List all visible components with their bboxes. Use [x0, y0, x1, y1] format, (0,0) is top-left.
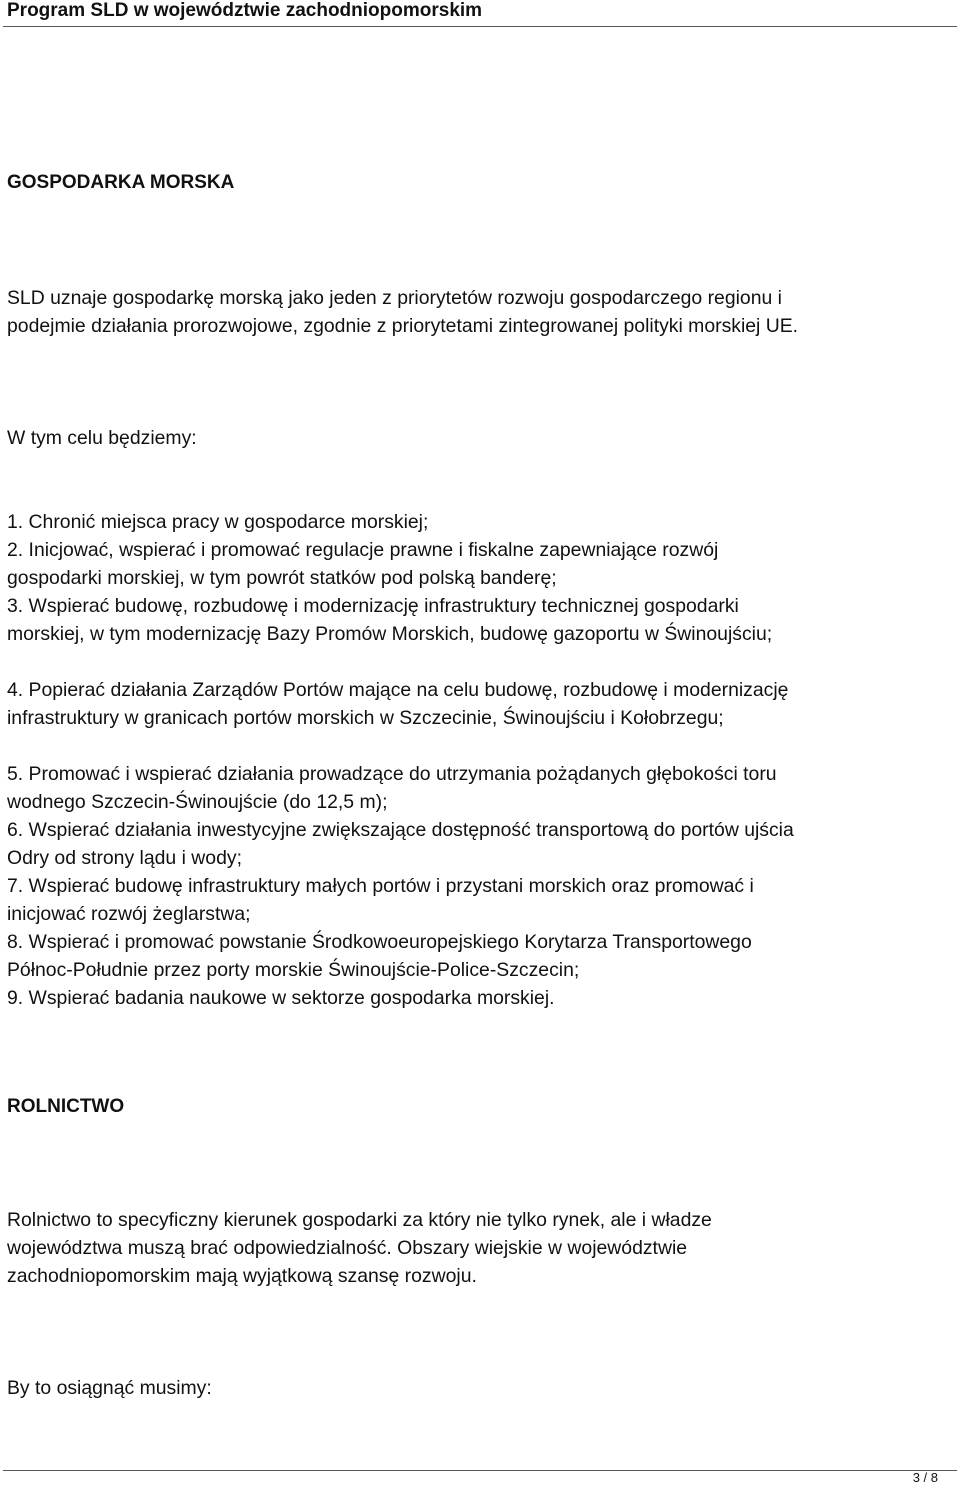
- list-item: 1. Chronić miejsca pracy w gospodarce morskiej;: [7, 511, 429, 533]
- list-item: 7. Wspierać budowę infrastruktury małych portów i przystani morskich oraz promować i inicjować rozwój żeglarstwa;: [7, 875, 754, 925]
- section-heading-gospodarka-morska: GOSPODARKA MORSKA: [7, 172, 235, 193]
- section-heading-rolnictwo: ROLNICTWO: [7, 1096, 125, 1117]
- section-intro-rolnictwo: Rolnictwo to specyficzny kierunek gospodarki za który nie tylko rynek, ale i władze województwa muszą brać odpowiedzialność. Obszary wiejskie w województwie zachodniopomorskim mają wyjątkową szansę rozwoju.: [7, 1209, 712, 1287]
- section-lead-gospodarka-morska: W tym celu będziemy:: [7, 427, 197, 449]
- list-item: 6. Wspierać działania inwestycyjne zwiększające dostępność transportową do portów ujścia Odry od strony lądu i wody;: [7, 819, 794, 869]
- page-number: 3 / 8: [912, 1470, 938, 1485]
- list-item: 9. Wspierać badania naukowe w sektorze gospodarka morskiej.: [7, 987, 555, 1009]
- document-header-title: Program SLD w województwie zachodniopomorskim: [7, 0, 483, 21]
- header-divider: [3, 26, 957, 27]
- section-lead-rolnictwo: By to osiągnąć musimy:: [7, 1377, 212, 1399]
- footer-divider: [3, 1470, 957, 1471]
- list-item: 4. Popierać działania Zarządów Portów mające na celu budowę, rozbudowę i modernizację infrastruktury w granicach portów morskich w Szczecinie, Świnoujściu i Kołobrzegu;: [7, 679, 789, 729]
- list-item: 5. Promować i wspierać działania prowadzące do utrzymania pożądanych głębokości toru wodnego Szczecin-Świnoujście (do 12,5 m);: [7, 763, 777, 813]
- list-item: 8. Wspierać i promować powstanie Środkowoeuropejskiego Korytarza Transportowego Północ-Południe przez porty morskie Świnoujście-Police-Szczecin;: [7, 931, 752, 981]
- list-item: 3. Wspierać budowę, rozbudowę i modernizację infrastruktury technicznej gospodarki morskiej, w tym modernizację Bazy Promów Morskich, budowę gazoportu w Świnoujściu;: [7, 595, 773, 645]
- section-intro-gospodarka-morska: SLD uznaje gospodarkę morską jako jeden z priorytetów rozwoju gospodarczego regionu i podejmie działania prorozwojowe, zgodnie z priorytetami zintegrowanej polityki morskiej UE.: [7, 287, 799, 337]
- list-item: 2. Inicjować, wspierać i promować regulacje prawne i fiskalne zapewniające rozwój gospodarki morskiej, w tym powrót statków pod polską banderę;: [7, 539, 719, 589]
